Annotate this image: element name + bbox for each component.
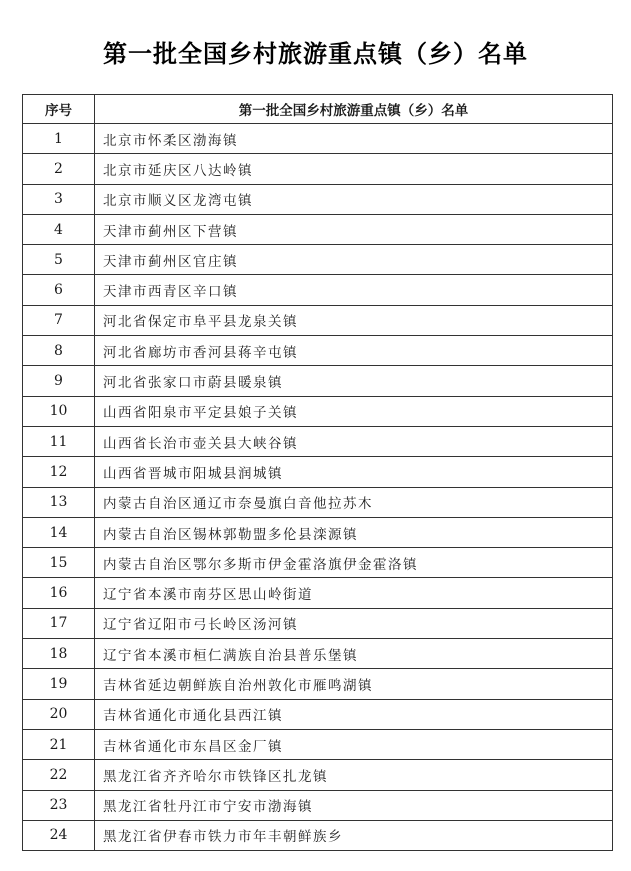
table-row (23, 699, 613, 729)
row-town-name: 北京市怀柔区渤海镇 (95, 124, 613, 154)
table-row (23, 457, 613, 487)
row-town-name: 吉林省通化市东昌区金厂镇 (95, 729, 613, 759)
row-index: 5 (23, 245, 95, 275)
row-index: 18 (23, 639, 95, 669)
row-index: 17 (23, 608, 95, 638)
row-town-name: 内蒙古自治区鄂尔多斯市伊金霍洛旗伊金霍洛镇 (95, 548, 613, 578)
row-index: 4 (23, 214, 95, 244)
table-row (23, 366, 613, 396)
row-town-name: 吉林省通化市通化县西江镇 (95, 699, 613, 729)
row-index: 12 (23, 457, 95, 487)
row-index: 15 (23, 548, 95, 578)
row-town-name: 黑龙江省齐齐哈尔市铁锋区扎龙镇 (95, 760, 613, 790)
row-town-name: 辽宁省本溪市桓仁满族自治县普乐堡镇 (95, 639, 613, 669)
table-row (23, 124, 613, 154)
table-row (23, 608, 613, 638)
row-town-name: 北京市顺义区龙湾屯镇 (95, 184, 613, 214)
row-index: 16 (23, 578, 95, 608)
row-index: 13 (23, 487, 95, 517)
row-town-name: 河北省张家口市蔚县暖泉镇 (95, 366, 613, 396)
table-row (23, 154, 613, 184)
row-index: 11 (23, 426, 95, 456)
row-index: 20 (23, 699, 95, 729)
table-body (23, 124, 613, 851)
row-index: 22 (23, 760, 95, 790)
table-row (23, 639, 613, 669)
row-town-name: 辽宁省本溪市南芬区思山岭街道 (95, 578, 613, 608)
row-town-name: 辽宁省辽阳市弓长岭区汤河镇 (95, 608, 613, 638)
table-row (23, 396, 613, 426)
row-index: 24 (23, 820, 95, 850)
row-town-name: 天津市西青区辛口镇 (95, 275, 613, 305)
row-index: 3 (23, 184, 95, 214)
table-row (23, 820, 613, 850)
row-town-name: 天津市蓟州区下营镇 (95, 214, 613, 244)
column-header-name: 第一批全国乡村旅游重点镇（乡）名单 (95, 95, 613, 124)
table-row (23, 517, 613, 547)
row-index: 10 (23, 396, 95, 426)
table-row (23, 184, 613, 214)
row-town-name: 河北省廊坊市香河县蒋辛屯镇 (95, 336, 613, 366)
row-index: 6 (23, 275, 95, 305)
row-index: 1 (23, 124, 95, 154)
table-row (23, 669, 613, 699)
row-index: 8 (23, 336, 95, 366)
table-row (23, 578, 613, 608)
row-town-name: 山西省长治市壶关县大峡谷镇 (95, 426, 613, 456)
table-row (23, 275, 613, 305)
table-row (23, 426, 613, 456)
row-index: 14 (23, 517, 95, 547)
table-row (23, 790, 613, 820)
column-header-index: 序号 (23, 95, 95, 124)
table-row (23, 336, 613, 366)
row-town-name: 北京市延庆区八达岭镇 (95, 154, 613, 184)
table-row (23, 729, 613, 759)
table-header-row (23, 95, 613, 124)
town-list-table (22, 94, 613, 851)
row-town-name: 河北省保定市阜平县龙泉关镇 (95, 305, 613, 335)
row-index: 9 (23, 366, 95, 396)
row-index: 21 (23, 729, 95, 759)
row-town-name: 山西省晋城市阳城县润城镇 (95, 457, 613, 487)
row-index: 2 (23, 154, 95, 184)
row-town-name: 黑龙江省伊春市铁力市年丰朝鲜族乡 (95, 820, 613, 850)
page-title: 第一批全国乡村旅游重点镇（乡）名单 (103, 40, 528, 69)
row-town-name: 山西省阳泉市平定县娘子关镇 (95, 396, 613, 426)
table-row (23, 305, 613, 335)
row-town-name: 内蒙古自治区通辽市奈曼旗白音他拉苏木 (95, 487, 613, 517)
table-row (23, 548, 613, 578)
table-row (23, 245, 613, 275)
table-row (23, 487, 613, 517)
row-town-name: 黑龙江省牡丹江市宁安市渤海镇 (95, 790, 613, 820)
row-index: 7 (23, 305, 95, 335)
table-row (23, 214, 613, 244)
row-town-name: 内蒙古自治区锡林郭勒盟多伦县滦源镇 (95, 517, 613, 547)
row-index: 19 (23, 669, 95, 699)
row-town-name: 吉林省延边朝鲜族自治州敦化市雁鸣湖镇 (95, 669, 613, 699)
row-town-name: 天津市蓟州区官庄镇 (95, 245, 613, 275)
row-index: 23 (23, 790, 95, 820)
table-row (23, 760, 613, 790)
